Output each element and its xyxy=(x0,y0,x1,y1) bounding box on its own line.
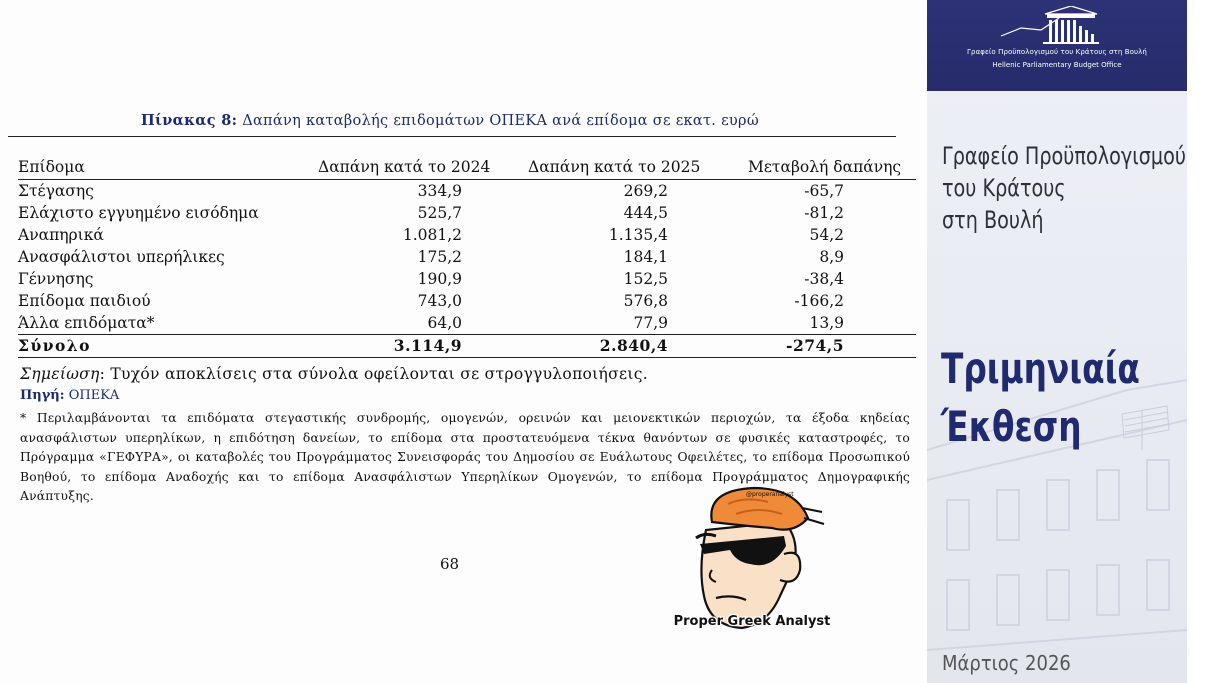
cell-benefit: Ελάχιστο εγγυημένο εισόδημα xyxy=(18,204,259,222)
mascot-label: Proper Greek Analyst xyxy=(673,614,831,629)
office-name-english: Hellenic Parliamentary Budget Office xyxy=(992,61,1122,69)
table-row xyxy=(18,224,916,246)
table-row xyxy=(18,312,916,335)
cover-report-title xyxy=(941,340,1140,456)
cell-2024: 175,2 xyxy=(417,248,462,266)
cell-2024: 190,9 xyxy=(417,270,462,288)
table-caption-text: Δαπάνη καταβολής επιδομάτων ΟΠΕΚΑ ανά επίδομα σε εκατ. ευρώ xyxy=(242,113,759,129)
cell-benefit: Επίδομα παιδιού xyxy=(18,292,151,310)
cell-2024: 64,0 xyxy=(427,314,462,332)
cell-2024: 743,0 xyxy=(417,292,462,310)
cell-change: -65,7 xyxy=(804,182,844,200)
cover-title-line: στη Βουλή xyxy=(942,206,1044,234)
page-number: 68 xyxy=(440,555,460,573)
cell-change: 8,9 xyxy=(819,248,844,266)
cell-change: -38,4 xyxy=(804,270,844,288)
cell-2024: 525,7 xyxy=(417,204,462,222)
table-header-row xyxy=(18,155,916,180)
table-total-row xyxy=(18,335,916,358)
header-2024: Δαπάνη κατά το 2024 xyxy=(318,155,528,180)
office-name-greek: Γραφείο Προϋπολογισμού του Κράτους στη Βουλή xyxy=(967,48,1147,56)
table-row xyxy=(18,180,916,203)
cell-2025: 269,2 xyxy=(623,182,668,200)
cell-2025: 576,8 xyxy=(623,292,668,310)
total-label: Σύνολο xyxy=(18,335,318,358)
table-row xyxy=(18,202,916,224)
table-caption xyxy=(0,112,900,129)
header-benefit: Επίδομα xyxy=(18,155,318,180)
table-note xyxy=(20,365,648,383)
note-text: : Τυχόν αποκλίσεις στα σύνολα οφείλονται σε στρογγυλοποιήσεις. xyxy=(99,365,648,383)
cell-2025: 77,9 xyxy=(633,314,668,332)
table-caption-label: Πίνακας 8: xyxy=(140,112,238,129)
source-text: ΟΠΕΚΑ xyxy=(68,388,120,403)
caption-rule xyxy=(8,136,896,137)
cell-2024: 334,9 xyxy=(417,182,462,200)
cell-benefit: Γέννησης xyxy=(18,270,94,288)
note-label: Σημείωση xyxy=(20,365,100,383)
cover-date: Μάρτιος 2026 xyxy=(942,651,1071,675)
right-margin xyxy=(1187,0,1216,683)
header-change: Μεταβολή δαπάνης xyxy=(748,155,916,180)
total-2025: 2.840,4 xyxy=(528,335,748,358)
cover-title-line: του Κράτους xyxy=(942,174,1066,202)
cell-benefit: Άλλα επιδόματα* xyxy=(18,314,155,332)
total-change: -274,5 xyxy=(748,335,916,358)
cell-change: -166,2 xyxy=(794,292,844,310)
cell-change: -81,2 xyxy=(804,204,844,222)
source-label: Πηγή: xyxy=(20,388,65,403)
cell-benefit: Στέγασης xyxy=(18,182,94,200)
total-2024: 3.114,9 xyxy=(318,335,528,358)
cell-benefit: Ανασφάλιστοι υπερήλικες xyxy=(18,248,225,266)
cell-2025: 152,5 xyxy=(623,270,668,288)
cover-report-line: Τριμηνιαία xyxy=(941,344,1140,393)
cell-change: 13,9 xyxy=(809,314,844,332)
cell-2024: 1.081,2 xyxy=(402,226,462,244)
cell-2025: 1.135,4 xyxy=(608,226,668,244)
cover-header xyxy=(927,0,1187,91)
cover-title xyxy=(942,140,1186,236)
parliament-building-logo-icon xyxy=(991,6,1121,48)
table-source xyxy=(20,388,119,403)
cell-2025: 184,1 xyxy=(623,248,668,266)
table-row xyxy=(18,246,916,268)
report-cover xyxy=(927,0,1187,683)
cell-benefit: Αναπηρικά xyxy=(18,226,104,244)
table-footnote: * Περιλαμβάνονται τα επιδόματα στεγαστικής συνδρομής, ομογενών, ορεινών και μειονεκτικών περιοχών, τα έξοδα κηδείας ανασφάλιστων υπερηλίκων, η επιδότηση δανείων, το επίδομα στα προστατευόμενα τέκνα θανόντων σε φυσικές καταστροφές, το Πρόγραμμα «ΓΕΦΥΡΑ», οι καταβολές του Προγράμματος Συνεισφοράς του Δημοσίου σε Ευάλωτους Οφειλέτες, το επίδομα Προσωπικού Βοηθού, το επίδομα Αναδοχής και το επίδομα Ανασφάλιστων Υπερηλίκων Ομογενών, το επίδομα Προγράμματος Δημογραφικής Ανάπτυξης. xyxy=(20,411,910,503)
table-row xyxy=(18,268,916,290)
mascot-hat-text: @properanalyst xyxy=(746,491,794,498)
cell-change: 54,2 xyxy=(809,226,844,244)
cell-2025: 444,5 xyxy=(623,204,668,222)
cover-report-line: Έκθεση xyxy=(941,402,1082,451)
header-2025: Δαπάνη κατά το 2025 xyxy=(528,155,748,180)
cover-title-line: Γραφείο Προϋπολογισμού xyxy=(942,142,1186,170)
benefits-table xyxy=(18,155,916,358)
table-row xyxy=(18,290,916,312)
